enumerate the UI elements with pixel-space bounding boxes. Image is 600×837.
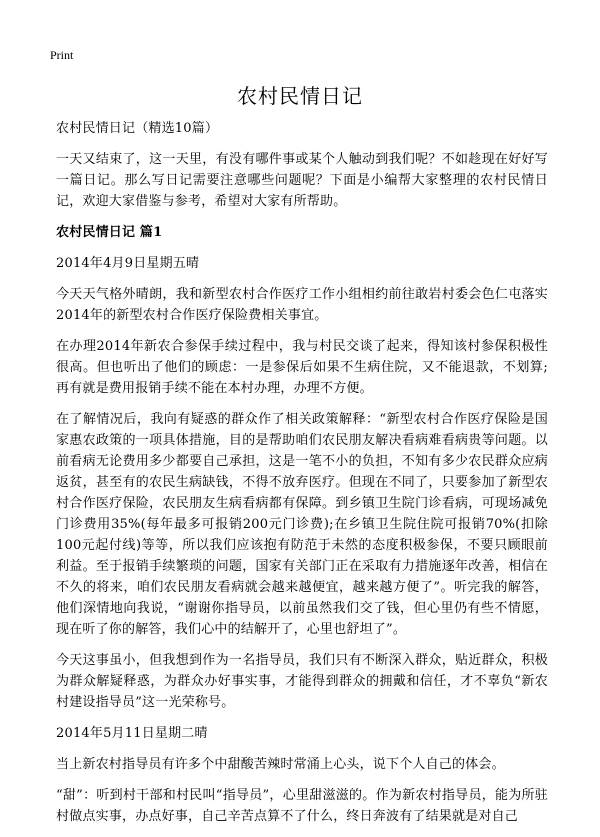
paragraph: 在了解情况后，我向有疑惑的群众作了相关政策解释：“新型农村合作医疗保险是国家惠农政策的一项具体措施，目的是帮助咱们农民朋友解决看病难看病贵等问题。以前看病无论费用多少都要自己承担，这是一笔不小的负担，不知有多少农民群众应病返贫，甚至有的农民生病缺钱，不得不放弃医疗。但现在不同了，只要参加了新型农村合作医疗保险，农民朋友生病看病都有保障。到乡镇卫生院门诊看病，可现场减免门诊费用35%(每年最多可报销200元门诊费);在乡镇卫生院住院可报销70%(扣除100元起付线)等等，所以我们应该抱有防范于未然的态度积极参保，不要只顾眼前利益。至于报销手续繁琐的问题，国家有关部门正在采取有力措施逐年改善，相信在不久的将来，咱们农民朋友看病就会越来越便宜，越来越方便了”。听完我的解答，他们深情地向我说，“谢谢你指导员，以前虽然我们交了钱，但心里仍有些不情愿，现在听了你的解答，我们心中的结解开了，心里也舒坦了”。 [56, 412, 548, 637]
paragraph: 当上新农村指导员有许多个中甜酸苦辣时常涌上心头，说下个人自己的体会。 [56, 757, 505, 772]
paragraph: 今天天气格外晴朗，我和新型农村合作医疗工作小组相约前往敢岩村委会色仁屯落实2014年的新型农村合作医疗保险费相关事宜。 [56, 287, 548, 323]
paragraph: 在办理2014年新农合参保手续过程中，我与村民交谈了起来，得知该村参保积极性很高。但也听出了他们的顾虑：一是参保后如果不生病住院，又不能退款，不划算;再有就是费用报销手续不能在本村办理，办理不方便。 [56, 339, 548, 396]
print-link[interactable]: Print [50, 48, 74, 62]
paragraph: “甜”：听到村干部和村民叫“指导员”，心里甜滋滋的。作为新农村指导员，能为所驻村做点实事，办点好事，自己辛苦点算不了什么，终日奔波有了结果就是对自己 [56, 788, 548, 824]
page-title: 农村民情日记 [237, 84, 363, 108]
article-subtitle: 农村民情日记（精选10篇） [56, 121, 219, 136]
paragraph: 今天这事虽小，但我想到作为一名指导员，我们只有不断深入群众，贴近群众，积极为群众解疑释惑，为群众办好事实事，才能得到群众的拥戴和信任，才不辜负“新农村建设指导员”这一光荣称号。 [56, 653, 548, 710]
diary-date: 2014年5月11日星期二晴 [56, 726, 208, 741]
diary-date: 2014年4月9日星期五晴 [56, 256, 200, 271]
section-heading: 农村民情日记 篇1 [56, 225, 163, 240]
intro-paragraph: 一天又结束了，这一天里，有没有哪件事或某个人触动到我们呢？不如趁现在好好写一篇日记。那么写日记需要注意哪些问题呢？下面是小编帮大家整理的农村民情日记，欢迎大家借鉴与参考，希望对大家有所帮助。 [56, 152, 548, 209]
article-body [56, 118, 548, 837]
